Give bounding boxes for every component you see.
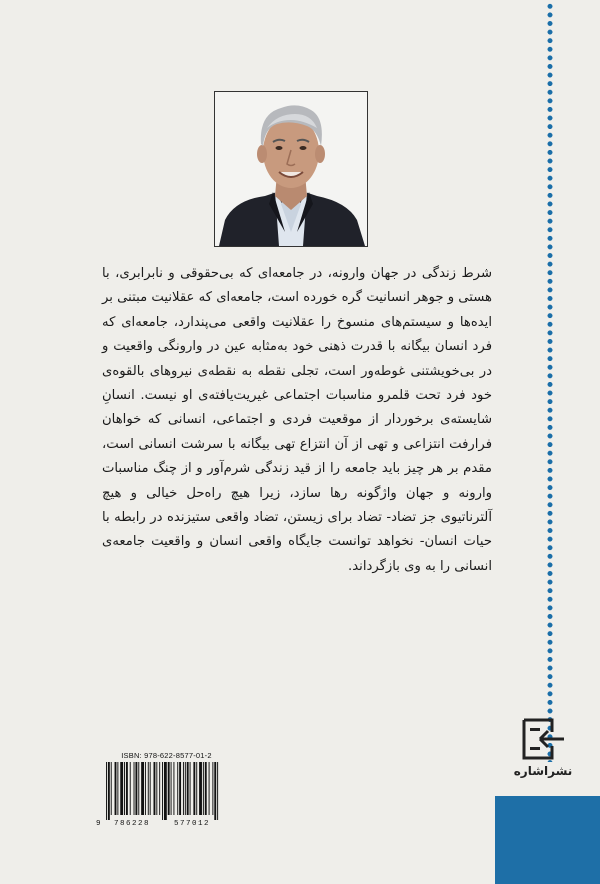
publisher-name: نشراشاره xyxy=(513,764,573,778)
author-photo xyxy=(214,91,368,247)
back-cover-paragraph: شرط زندگی در جهان وارونه، در جامعه‌ای که بی‌حقوقی و نابرابری، با هستی و جوهر انسانیت گره خورده است، جامعه‌ای که عقلانیت مبتنی بر ایده‌ها و سیستم‌های منسوخ را عقلانیت واقعی می‌پندارد، جامعه‌ای که فرد انسان بیگانه با قدرت ذهنی خود به‌مثابه عین در وارونگی واقعیت و در بی‌خویشتنی غوطه‌ور است، تجلی نقطه به نقطه‌ی نیروهای بالقوه‌ی خود فرد تحت قلمرو مناسبات اجتماعی غیریت‌یافته‌ی او نیست. انسانِ شایسته‌ی برخوردار از موقعیت فردی و اجتماعی، انسانی که خواهان فرارفت انتزاعی و تهی از آن انتزاع تهی بیگانه با سرشت انسانی است، مقدم بر هر چیز باید جامعه را از قید زندگی شرم‌آور و از چنگ مناسبات وارونه و جهان واژگونه رها سازد، زیرا هیچ راه‌حل خیالی و هیچ آلترناتیوی جز تضاد- تضاد برای زیستن، تضاد واقعی ستیزنده در رابطه با حیات انسان- نخواهد توانست جایگاه واقعی انسان و واقعیت جامعه‌ی انسانی را به وی بازگرداند. xyxy=(102,266,492,574)
isbn-number: ISBN: 978-622-8577-01-2 xyxy=(121,751,212,760)
barcode-right-group: 577012 xyxy=(174,820,211,828)
blue-corner-block xyxy=(495,796,600,884)
barcode xyxy=(104,762,220,820)
barcode-left-group: 786228 xyxy=(114,820,151,828)
dotted-border-decoration xyxy=(546,2,554,762)
barcode-first-digit: 9 xyxy=(96,820,101,828)
portrait-photo-icon xyxy=(215,92,367,246)
publisher-logo-icon xyxy=(518,716,568,762)
